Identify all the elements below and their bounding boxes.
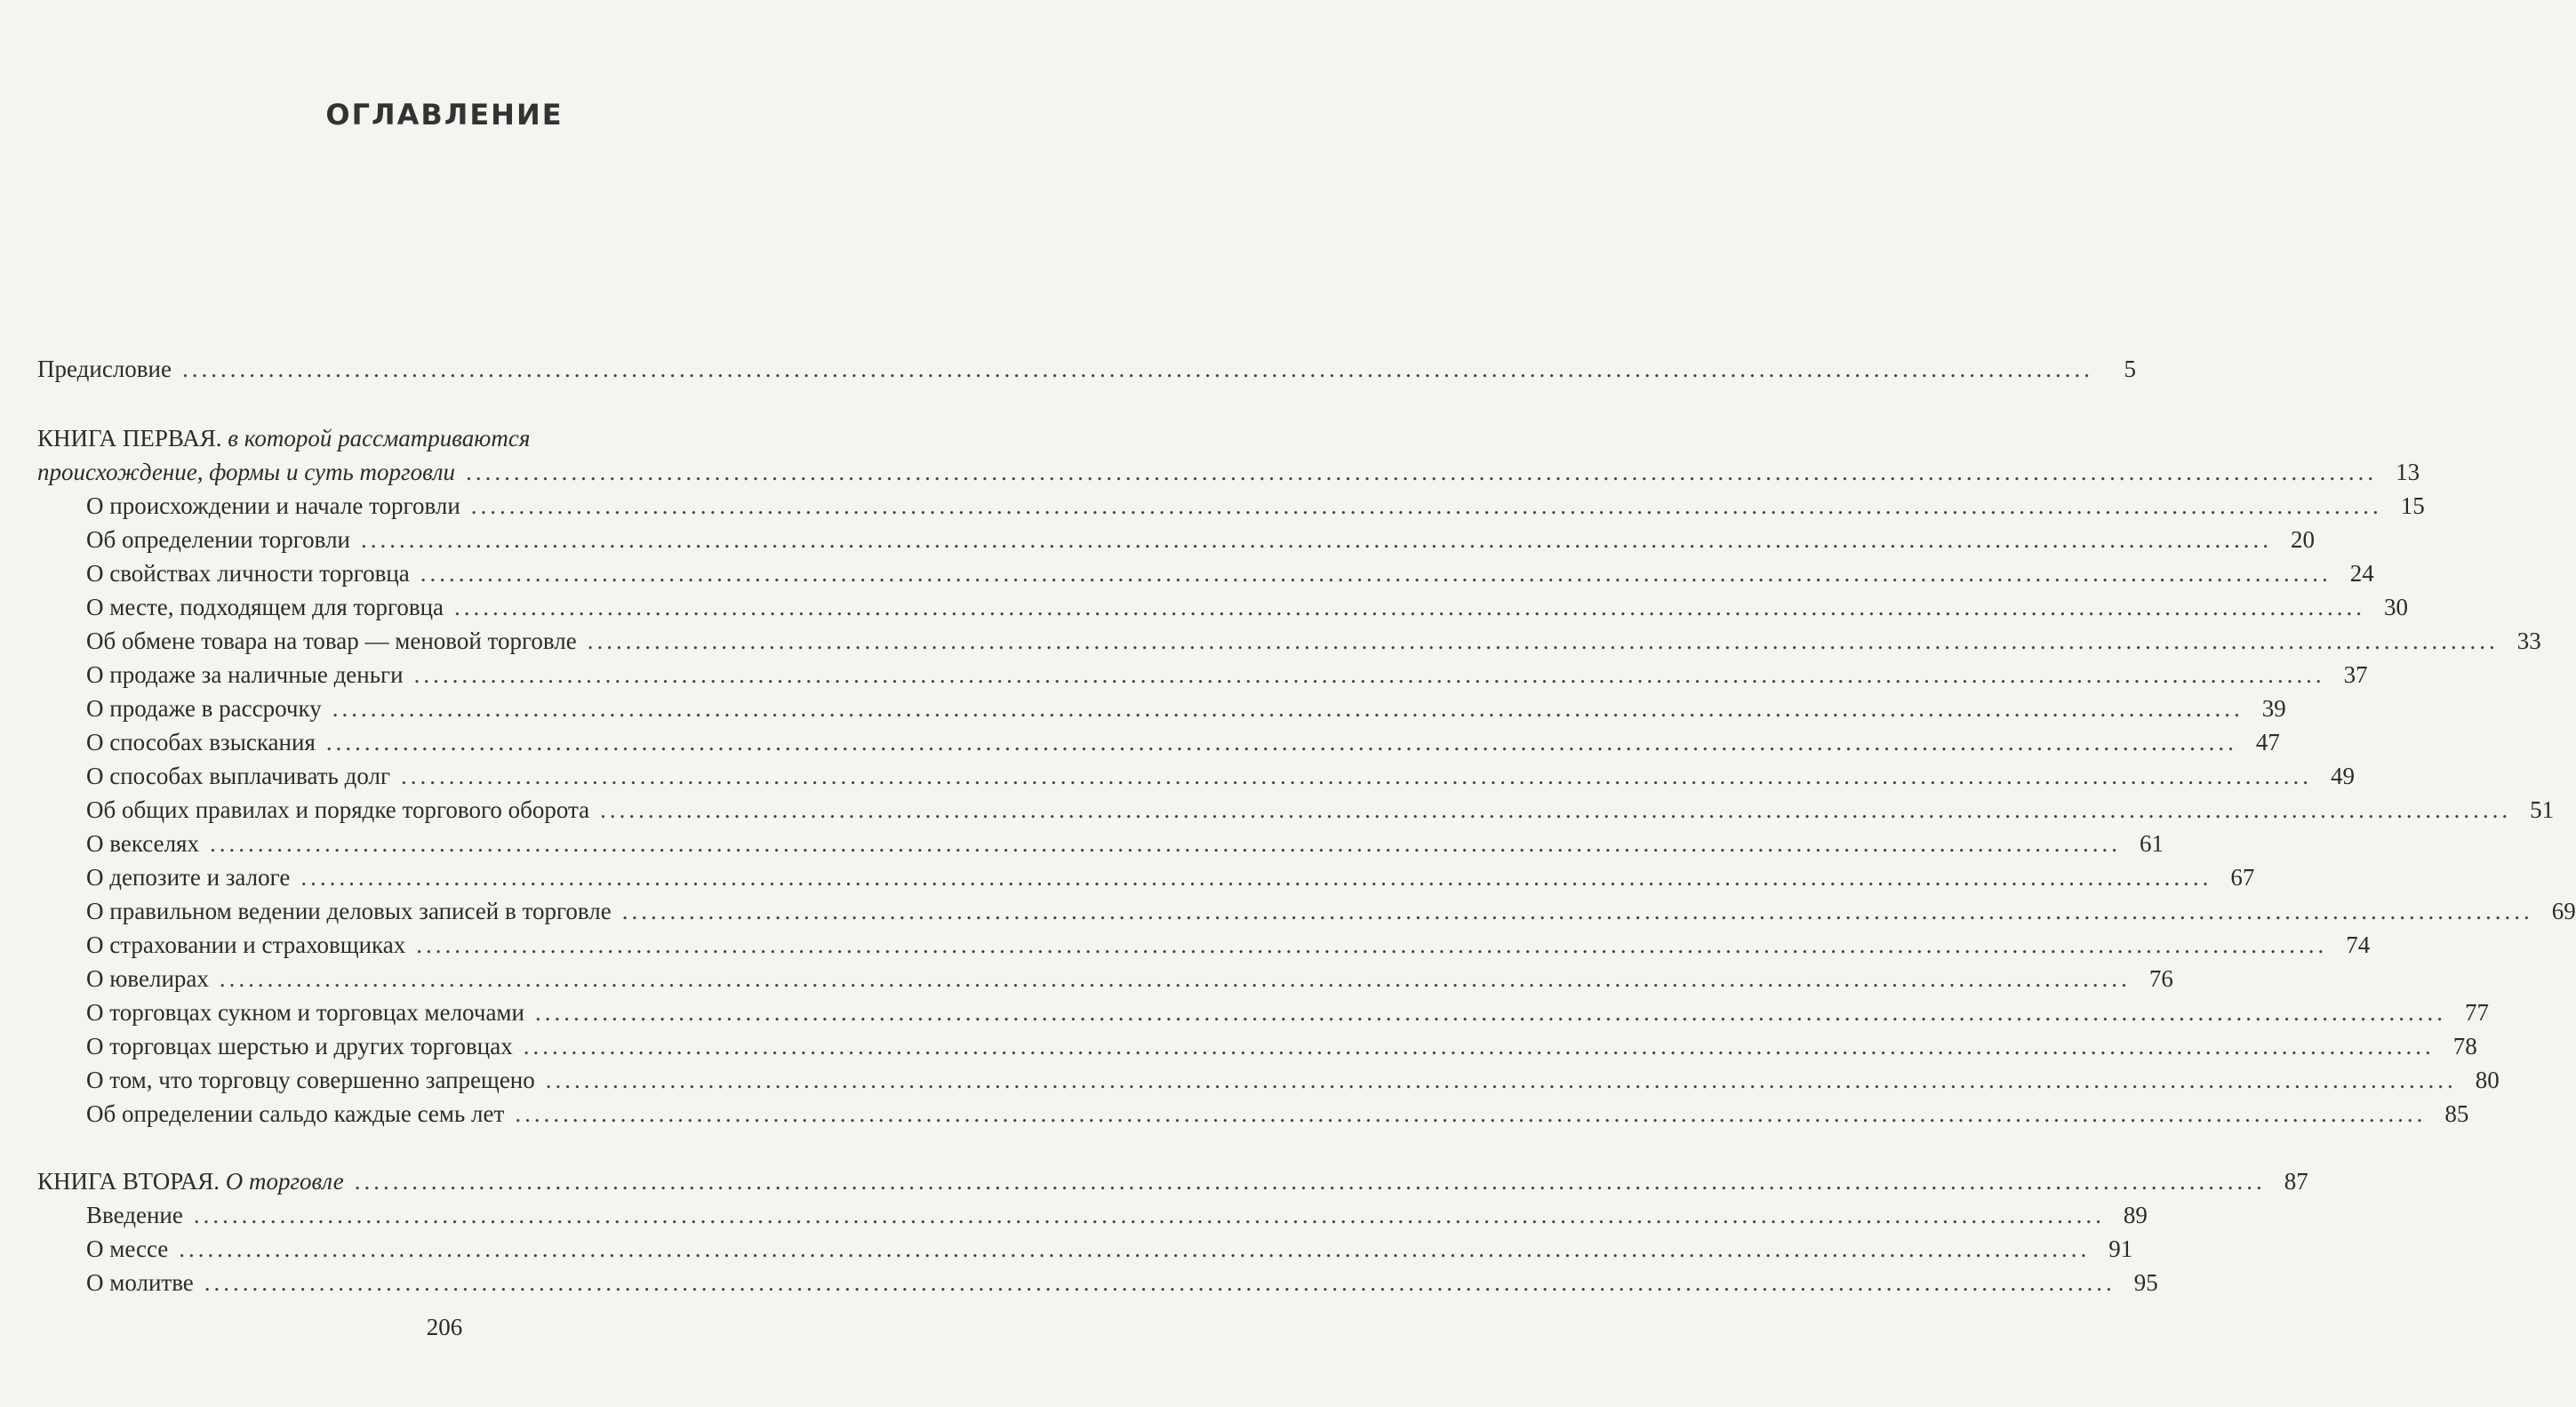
toc-entry-page: 20	[2291, 526, 2315, 553]
toc-entry-page: 80	[2475, 1067, 2500, 1093]
toc-entry-chapter	[37, 1266, 2158, 1299]
book1-subtitle-line2: происхождение, формы и суть торговли	[37, 459, 456, 485]
dot-leader: ........................................................................................................................................................................................................	[413, 661, 2325, 688]
dot-leader: ........................................................................................................................................................................................................	[454, 594, 2366, 620]
toc-entry-title: Предисловие	[37, 356, 172, 382]
toc-entry-chapter	[37, 725, 2280, 759]
toc-entry-title: О способах взыскания	[86, 729, 316, 755]
toc-entry-title: О торговцах шерстью и других торговцах	[86, 1033, 513, 1059]
dot-leader: ........................................................................................................................................................................................................	[300, 864, 2212, 891]
dot-leader: ........................................................................................................................................................................................................	[515, 1100, 2427, 1127]
toc-entry-page: 47	[2255, 729, 2280, 755]
toc-entry-page: 74	[2346, 931, 2371, 958]
toc-entry-title: О ювелирах	[86, 965, 209, 992]
book1-heading-line	[37, 421, 830, 455]
toc-entry-title: О векселях	[86, 830, 199, 857]
dot-leader: ........................................................................................................................................................................................................	[361, 526, 2272, 553]
toc-entry-chapter	[37, 489, 2425, 523]
toc-entry-title: О продаже за наличные деньги	[86, 661, 404, 688]
toc-entry-title: О продаже в рассрочку	[86, 695, 322, 722]
toc-entry-title: Введение	[86, 1202, 183, 1228]
toc-entry-chapter	[37, 995, 2489, 1029]
toc-entry-title: О мессе	[86, 1235, 169, 1262]
dot-leader: ........................................................................................................................................................................................................	[401, 763, 2313, 789]
toc-entry-chapter	[37, 928, 2371, 962]
table-of-contents	[37, 352, 2576, 1299]
toc-entry-page: 5	[2124, 356, 2136, 382]
toc-entry-page: 95	[2133, 1269, 2158, 1296]
toc-entry-title: О правильном ведении деловых записей в торговле	[86, 898, 612, 924]
page-number: 206	[426, 1314, 463, 1340]
toc-entry-page: 24	[2349, 560, 2374, 587]
toc-entry-title: Об определении торговли	[86, 526, 350, 553]
toc-entry-page: 91	[2108, 1235, 2133, 1262]
toc-entry-page: 13	[2396, 459, 2420, 485]
toc-entry-chapter	[37, 523, 2315, 556]
dot-leader: ........................................................................................................................................................................................................	[534, 999, 2446, 1026]
toc-entry-chapter	[37, 894, 2576, 928]
book2-label: КНИГА ВТОРАЯ.	[37, 1168, 220, 1195]
toc-entry-title: О происхождении и начале торговли	[86, 492, 460, 519]
dot-leader: ........................................................................................................................................................................................................	[332, 695, 2244, 722]
toc-entry-page: 89	[2123, 1202, 2148, 1228]
toc-entry-page: 37	[2343, 661, 2368, 688]
toc-entry-chapter	[37, 1198, 2148, 1232]
toc-entry-page: 76	[2148, 965, 2173, 992]
toc-entry-page: 78	[2452, 1033, 2477, 1059]
dot-leader: ........................................................................................................................................................................................................	[545, 1067, 2457, 1093]
toc-entry-title: О свойствах личности торговца	[86, 560, 410, 587]
dot-leader: ........................................................................................................................................................................................................	[204, 1269, 2116, 1296]
toc-entry-chapter	[37, 1029, 2477, 1063]
toc-entry-chapter	[37, 827, 2164, 860]
toc-entry-title: Об общих правилах и порядке торгового оборота	[86, 796, 590, 823]
toc-entry-chapter	[37, 590, 2409, 624]
toc-entry-page: 51	[2530, 796, 2555, 823]
toc-entry-page: 67	[2230, 864, 2255, 891]
dot-leader: ........................................................................................................................................................................................................	[325, 729, 2237, 755]
dot-leader: ........................................................................................................................................................................................................	[587, 628, 2499, 654]
toc-entry-page: 39	[2261, 695, 2286, 722]
toc-entry-title: О депозите и залоге	[86, 864, 291, 891]
toc-entry-chapter	[37, 1232, 2133, 1266]
dot-leader: ........................................................................................................................................................................................................	[354, 1168, 2266, 1195]
toc-entry-chapter	[37, 658, 2368, 692]
toc-entry-page: 77	[2464, 999, 2489, 1026]
book2-subtitle: О торговле	[225, 1168, 344, 1195]
book1-subtitle-line1: в которой рассматриваются	[228, 425, 531, 452]
toc-entry-page: 61	[2139, 830, 2164, 857]
dot-leader: ........................................................................................................................................................................................................	[209, 830, 2121, 857]
toc-entry-chapter	[37, 556, 2374, 590]
dot-leader: ........................................................................................................................................................................................................	[621, 898, 2533, 924]
toc-entry-chapter	[37, 1063, 2500, 1097]
toc-entry-book2	[37, 1164, 2308, 1198]
toc-entry-title: Об обмене товара на товар — меновой торговле	[86, 628, 577, 654]
toc-entry-title: Об определении сальдо каждые семь лет	[86, 1100, 505, 1127]
toc-entry-title: О том, что торговцу совершенно запрещено	[86, 1067, 535, 1093]
dot-leader: ........................................................................................................................................................................................................	[523, 1033, 2435, 1059]
toc-entry-chapter	[37, 962, 2173, 995]
toc-entry-title: О молитве	[86, 1269, 194, 1296]
dot-leader: ........................................................................................................................................................................................................	[600, 796, 2512, 823]
toc-entry-book1	[37, 455, 2420, 489]
dot-leader: ........................................................................................................................................................................................................	[466, 459, 2378, 485]
toc-entry-page: 30	[2384, 594, 2409, 620]
toc-entry-title: О способах выплачивать долг	[86, 763, 391, 789]
page-title: ОГЛАВЛЕНИЕ	[325, 98, 564, 132]
book1-chapter-list	[37, 489, 2576, 1131]
toc-entry-chapter	[37, 759, 2356, 793]
toc-entry-page: 33	[2516, 628, 2541, 654]
toc-entry-title: О месте, подходящем для торговца	[86, 594, 444, 620]
dot-leader: ........................................................................................................................................................................................................	[193, 1202, 2105, 1228]
toc-entry-chapter	[37, 692, 2286, 725]
toc-entry-chapter	[37, 624, 2541, 658]
toc-entry-title: О торговцах сукном и торговцах мелочами	[86, 999, 524, 1026]
dot-leader: ........................................................................................................................................................................................................	[219, 965, 2131, 992]
book2-chapter-list	[37, 1198, 2158, 1299]
toc-entry-page: 69	[2551, 898, 2576, 924]
toc-entry-chapter	[37, 1097, 2469, 1131]
toc-entry-title: О страховании и страховщиках	[86, 931, 406, 958]
toc-entry-chapter	[37, 793, 2555, 827]
toc-entry-page: 49	[2331, 763, 2356, 789]
toc-entry-chapter	[37, 860, 2255, 894]
toc-entry-page: 15	[2400, 492, 2425, 519]
toc-entry-page: 87	[2284, 1168, 2308, 1195]
book2-heading	[37, 1164, 344, 1198]
dot-leader: ........................................................................................................................................................................................................	[470, 492, 2382, 519]
dot-leader: ........................................................................................................................................................................................................	[416, 931, 2328, 958]
book1-label: КНИГА ПЕРВАЯ.	[37, 425, 222, 452]
dot-leader: ........................................................................................................................................................................................................	[420, 560, 2332, 587]
dot-leader: ........................................................................................................................................................................................................	[179, 1235, 2091, 1262]
toc-entry-preface	[37, 352, 2136, 386]
toc-entry-page: 85	[2444, 1100, 2469, 1127]
dot-leader: ........................................................................................................................................................................................................	[181, 356, 2093, 382]
